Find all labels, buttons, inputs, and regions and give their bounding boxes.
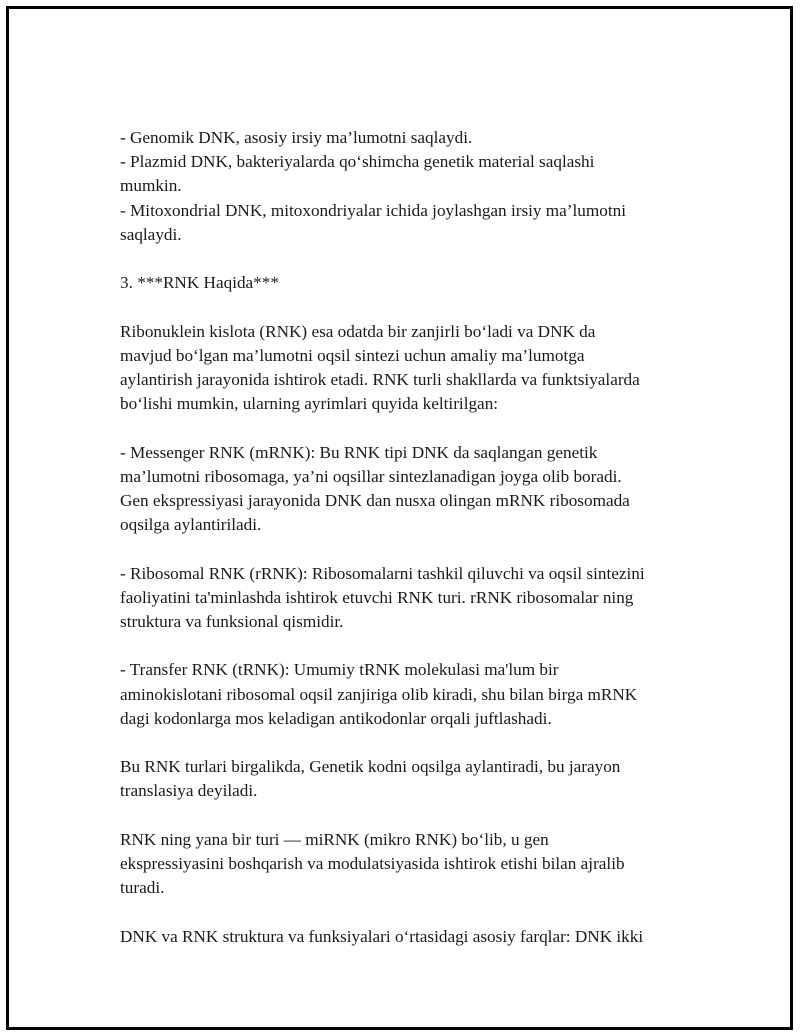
text-line: Bu RNK turlari birgalikda, Genetik kodni oqsilga aylantiradi, bu jarayon: [120, 757, 621, 777]
document-body: [120, 126, 700, 949]
text-line: ekspressiyasini boshqarish va modulatsiyasida ishtirok etishi bilan ajralib: [120, 853, 625, 873]
text-line: aminokislotani ribosomal oqsil zanjiriga olib kiradi, shu bilan birga mRNK: [120, 684, 638, 704]
text-line: saqlaydi.: [120, 224, 182, 244]
blank-line: [120, 247, 700, 271]
section-heading: 3. ***RNK Haqida***: [120, 273, 279, 293]
blank-line: [120, 295, 700, 319]
text-line: - Messenger RNK (mRNK): Bu RNK tipi DNK da saqlangan genetik: [120, 442, 598, 462]
text-line: - Genomik DNK, asosiy irsiy ma’lumotni saqlaydi.: [120, 128, 473, 147]
text-line: struktura va funksional qismidir.: [120, 612, 344, 631]
text-line: - Plazmid DNK, bakteriyalarda qo‘shimcha genetik material saqlashi: [120, 152, 595, 172]
text-line: dagi kodonlarga mos keladigan antikodonlar orqali juftlashadi.: [120, 708, 552, 728]
text-line: oqsilga aylantiriladi.: [120, 515, 262, 535]
text-line: Ribonuklein kislota (RNK) esa odatda bir zanjirli bo‘ladi va DNK da: [120, 321, 596, 341]
text-line: bo‘lishi mumkin, ularning ayrimlari quyida keltirilgan:: [120, 394, 499, 414]
text-line: - Ribosomal RNK (rRNK): Ribosomalarni tashkil qiluvchi va oqsil sintezini: [120, 563, 645, 583]
blank-line: [120, 900, 700, 924]
blank-line: [120, 634, 700, 658]
text-line: Gen ekspressiyasi jarayonida DNK dan nusxa olingan mRNK ribosomada: [120, 491, 630, 510]
text-line: ma’lumotni ribosomaga, ya’ni oqsillar sintezlanadigan joyga olib boradi.: [120, 466, 622, 486]
document-page: [6, 6, 793, 1030]
text-line: RNK ning yana bir turi — miRNK (mikro RNK) bo‘lib, u gen: [120, 829, 549, 849]
text-line: - Transfer RNK (tRNK): Umumiy tRNK molekulasi ma'lum bir: [120, 660, 559, 680]
text-line: translasiya deyiladi.: [120, 781, 258, 801]
blank-line: [120, 804, 700, 828]
text-line: - Mitoxondrial DNK, mitoxondriyalar ichida joylashgan irsiy ma’lumotni: [120, 200, 626, 220]
text-line: faoliyatini ta'minlashda ishtirok etuvchi RNK turi. rRNK ribosomalar ning: [120, 587, 634, 607]
blank-line: [120, 731, 700, 755]
blank-line: [120, 537, 700, 561]
blank-line: [120, 416, 700, 440]
text-line: mavjud bo‘lgan ma’lumotni oqsil sintezi uchun amaliy ma’lumotga: [120, 345, 585, 365]
text-line: turadi.: [120, 878, 165, 898]
text-line: mumkin.: [120, 176, 182, 196]
text-line: DNK va RNK struktura va funksiyalari o‘rtasidagi asosiy farqlar: DNK ikki: [120, 926, 644, 946]
text-line: aylantirish jarayonida ishtirok etadi. RNK turli shakllarda va funktsiyalarda: [120, 370, 640, 389]
